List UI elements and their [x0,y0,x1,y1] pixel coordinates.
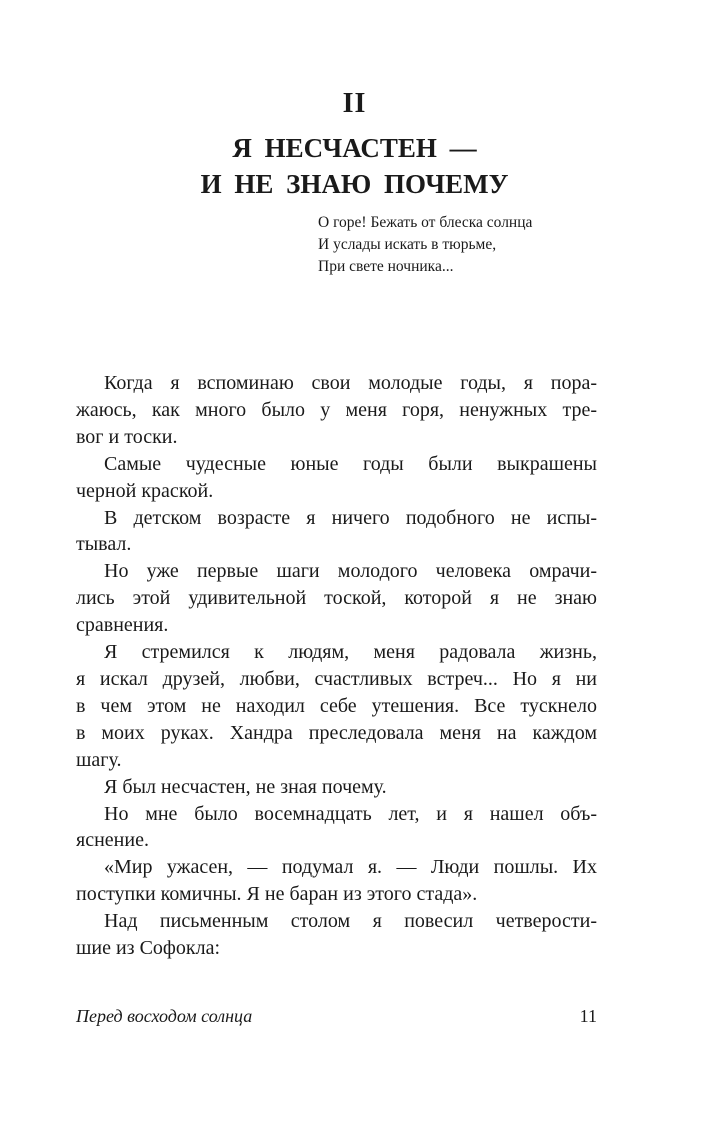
paragraph [76,505,597,559]
text-line: Над письменным столом я повесил четверости- [104,910,597,933]
running-title: Перед восходом солнца [76,1006,253,1026]
body-text [76,370,597,962]
paragraph [76,451,597,505]
paragraph [76,908,597,962]
text-line: тывал. [76,533,132,556]
text-line: Когда я вспоминаю свои молодые годы, я пора- [104,372,597,394]
text-line: Самые чудесные юные годы были выкрашены [104,452,597,475]
text-line: шагу. [76,748,122,771]
paragraph [76,774,597,801]
text-line: шие из Софокла: [76,937,221,960]
paragraph [76,370,597,451]
text-line: я искал друзей, любви, счастливых встреч... Но я ни [76,667,597,690]
page-footer [76,1006,597,1036]
text-line: поступки комичны. Я не баран из этого стада». [76,883,478,906]
epigraph-line: При свете ночника... [318,258,454,275]
paragraph [76,558,597,639]
page-number: 11 [579,1006,597,1026]
epigraph-line: О горе! Бежать от блеска солнца [318,214,533,231]
text-line: Я был несчастен, не зная почему. [104,775,387,798]
text-line: Но уже первые шаги молодого человека омрачи- [104,560,597,583]
text-line: Но мне было восемнадцать лет, и я нашел объ- [104,802,597,825]
epigraph [318,212,532,278]
paragraph [76,854,597,908]
text-line: черной краской. [76,479,214,502]
text-line: вог и тоски. [76,425,178,448]
text-line: яснение. [76,829,149,852]
text-line: жаюсь, как много было у меня горя, ненужных тре- [76,398,597,421]
chapter-title [0,130,709,202]
chapter-title-line-2: И НЕ ЗНАЮ ПОЧЕМУ [200,169,509,199]
epigraph-line: И услады искать в тюрьме, [318,236,497,253]
chapter-title-line-1: Я НЕСЧАСТЕН — [232,133,477,163]
text-line: в моих руках. Хандра преследовала меня на каждом [76,721,597,744]
text-line: Я стремился к людям, меня радовала жизнь, [104,641,597,664]
text-line: В детском возрасте я ничего подобного не испы- [104,506,597,529]
paragraph [76,639,597,774]
text-line: в чем этом не находил себе утешения. Все тускнело [76,694,597,717]
text-line: сравнения. [76,614,169,637]
text-line: лись этой удивительной тоской, которой я не знаю [76,587,597,610]
paragraph [76,801,597,855]
text-line: «Мир ужасен, — подумал я. — Люди пошлы. Их [104,856,597,879]
chapter-number: II [342,88,367,119]
